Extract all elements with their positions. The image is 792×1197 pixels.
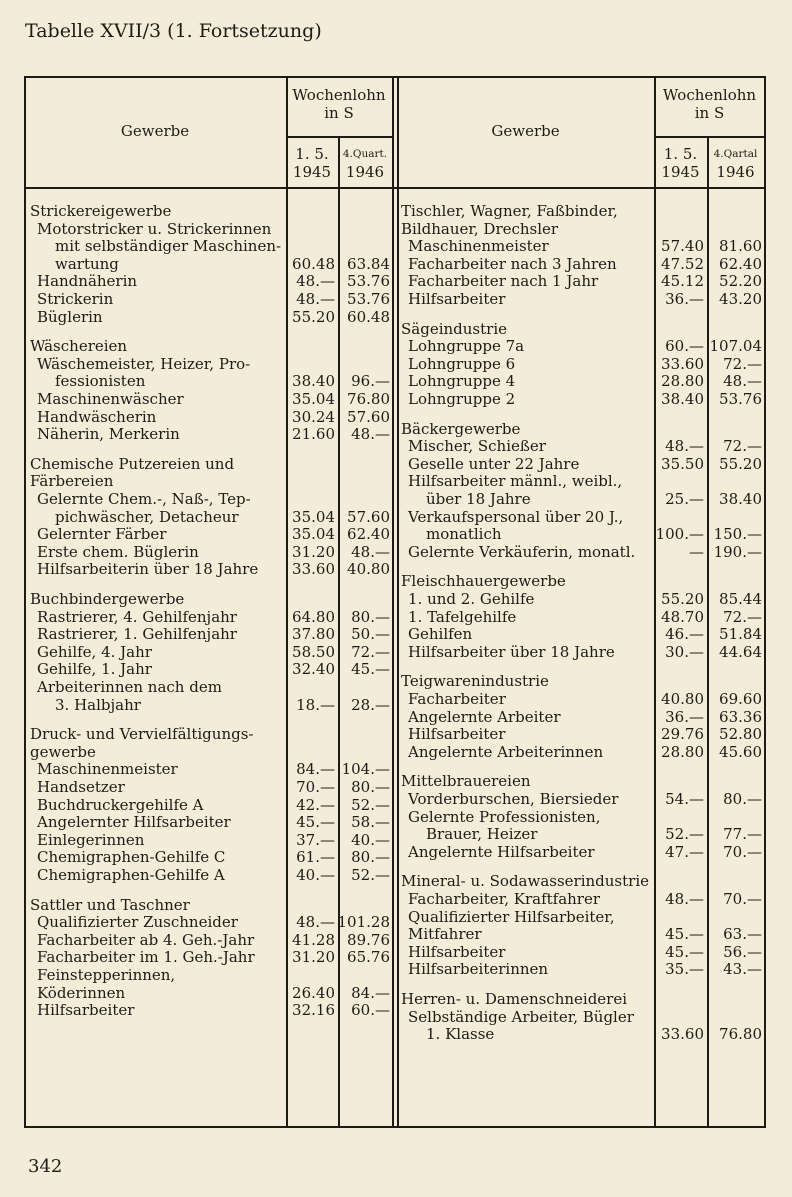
row-label: Gelernte Chem.-, Naß-, Tep-	[37, 490, 251, 508]
value-1945: 31.20	[292, 542, 335, 561]
section-label: gewerbe	[30, 742, 96, 761]
row-label: Köderinnen	[37, 983, 126, 1002]
section-label: Fleischhauergewerbe	[401, 572, 566, 591]
value-1945: 52.—	[665, 825, 704, 844]
section-label: Bildhauer, Drechsler	[401, 219, 559, 238]
row-label: pichwäscher, Detacheur	[55, 507, 239, 526]
row-label: Handnäherin	[37, 272, 138, 291]
value-1945: 35.04	[292, 525, 335, 544]
section-heading	[24, 990, 765, 1008]
row-label: Maschinenwäscher	[37, 390, 184, 408]
row-label: Angelernte Arbeiter	[408, 707, 561, 726]
value-1946: 52.20	[719, 272, 762, 291]
value-1946: 45.60	[719, 742, 762, 761]
value-1946: 107.04	[709, 337, 762, 356]
value-1946: 56.—	[723, 942, 762, 961]
value-1945: 32.16	[292, 1001, 335, 1020]
row-label: Maschinenmeister	[408, 237, 549, 256]
value-1946: 53.76	[719, 390, 762, 408]
section-heading	[24, 220, 765, 238]
value-1945: 33.60	[661, 1025, 704, 1044]
value-1945: 18.—	[296, 695, 335, 714]
value-1945: 54.—	[665, 790, 704, 808]
value-1945: 61.—	[296, 848, 335, 867]
table-row	[24, 960, 765, 978]
row-label: Hilfsarbeiterinnen	[408, 960, 549, 979]
row-label: Hilfsarbeiter	[408, 290, 506, 308]
row-label: 3. Halbjahr	[55, 695, 141, 714]
value-1946: 51.84	[719, 625, 762, 644]
row-label: Handsetzer	[37, 778, 125, 796]
table-row	[24, 708, 765, 726]
value-1946: 62.40	[347, 525, 390, 544]
value-1946: 45.—	[351, 660, 390, 679]
value-1946: 77.—	[723, 825, 762, 844]
value-1946: 57.60	[347, 407, 390, 426]
table-row	[24, 825, 765, 843]
value-1945: 33.60	[292, 560, 335, 579]
table-row	[24, 608, 765, 626]
table-row	[24, 472, 765, 490]
section-label: Tischler, Wagner, Faßbinder,	[401, 202, 618, 220]
row-label: Qualifizierter Zuschneider	[37, 913, 238, 932]
section-heading	[24, 320, 765, 338]
table-row	[24, 337, 765, 355]
row-label: Mitfahrer	[408, 925, 482, 944]
row-label: Hilfsarbeiter	[37, 1001, 135, 1020]
row-label: Hilfsarbeiterin über 18 Jahre	[37, 560, 259, 579]
value-1946: 40.80	[347, 560, 390, 579]
value-1946: 52.80	[719, 725, 762, 744]
value-1946: 80.—	[351, 778, 390, 796]
header-date1-right: 1. 5.	[663, 145, 698, 163]
section-heading	[24, 672, 765, 690]
value-1946: 55.20	[719, 454, 762, 473]
header-in-s-left: in S	[324, 104, 354, 122]
row-label: Hilfsarbeiter über 18 Jahre	[408, 642, 615, 661]
value-1945: 48.—	[296, 290, 335, 308]
value-1946: 53.76	[347, 290, 390, 308]
value-1946: 84.—	[351, 983, 390, 1002]
row-label: Geselle unter 22 Jahre	[408, 454, 580, 473]
table-title: Tabelle XVII/3 (1. Fortsetzung)	[25, 20, 322, 42]
header-gewerbe-right: Gewerbe	[491, 122, 560, 140]
section-label: Wäschereien	[30, 337, 128, 356]
row-label: Gehilfe, 4. Jahr	[37, 642, 152, 661]
value-1946: 81.60	[719, 237, 762, 256]
row-label: 1. Tafelgehilfe	[408, 607, 517, 626]
row-label: 1. und 2. Gehilfe	[408, 590, 535, 608]
value-1945: 26.40	[292, 983, 335, 1002]
value-1946: 60.48	[347, 307, 390, 326]
row-label: mit selbständiger Maschinen-	[55, 237, 282, 256]
table-row	[24, 908, 765, 926]
table-row	[24, 725, 765, 743]
section-label: Sattler und Taschner	[30, 895, 190, 914]
value-1946: 40.—	[351, 830, 390, 849]
value-1946: 63.36	[719, 707, 762, 726]
value-1946: 63.—	[723, 925, 762, 944]
row-label: 1. Klasse	[426, 1025, 495, 1044]
row-label: Hilfsarbeiter	[408, 725, 506, 744]
row-label: Strickerin	[37, 290, 114, 308]
value-1945: 40.—	[296, 866, 335, 884]
row-label: fessionisten	[55, 372, 146, 391]
value-1945: 60.48	[292, 254, 335, 273]
table-row	[24, 508, 765, 526]
row-label: Gelernter Färber	[37, 525, 167, 544]
value-1945: 37.80	[292, 625, 335, 644]
value-1945: 42.—	[296, 795, 335, 814]
row-label: Motorstricker u. Strickerinnen	[37, 219, 272, 238]
row-label: Qualifizierter Hilfsarbeiter,	[408, 907, 615, 926]
value-1945: 36.—	[665, 707, 704, 726]
header-year1-right: 1945	[661, 163, 700, 181]
table-row	[24, 543, 765, 561]
value-1945: 35.04	[292, 390, 335, 408]
value-1945: 35.—	[665, 960, 704, 979]
value-1945: 45.—	[296, 813, 335, 832]
value-1946: 58.—	[351, 813, 390, 832]
row-label: Handwäscherin	[37, 407, 157, 426]
table-row	[24, 390, 765, 408]
value-1946: 80.—	[351, 848, 390, 867]
value-1945: 46.—	[665, 625, 704, 644]
value-1945: 47.—	[665, 842, 704, 861]
value-1946: 57.60	[347, 507, 390, 526]
value-1945: 45.12	[661, 272, 704, 291]
header-wochenlohn-right: Wochenlohn	[662, 86, 757, 104]
value-1945: 48.—	[665, 890, 704, 908]
row-label: Buchdruckergehilfe A	[37, 795, 204, 814]
value-1946: 48.—	[351, 542, 390, 561]
value-1946: 85.44	[719, 590, 762, 608]
value-1945: 48.70	[661, 607, 704, 626]
value-1945: 55.20	[292, 307, 335, 326]
value-1945: 48.—	[296, 913, 335, 932]
row-label: Hilfsarbeiter männl., weibl.,	[408, 472, 623, 491]
value-1945: 60.—	[665, 337, 704, 356]
row-label: über 18 Jahre	[426, 490, 531, 508]
table-row	[24, 272, 765, 290]
table-row	[24, 372, 765, 390]
value-1946: 43.—	[723, 960, 762, 979]
section-label: Teigwarenindustrie	[401, 672, 549, 691]
value-1945: 45.—	[665, 925, 704, 944]
value-1945: 100.—	[655, 525, 704, 544]
table-row	[24, 490, 765, 508]
value-1945: 84.—	[296, 760, 335, 779]
value-1946: 48.—	[351, 425, 390, 444]
value-1945: 29.76	[661, 725, 704, 744]
section-label: Bäckergewerbe	[401, 419, 521, 438]
value-1946: 80.—	[351, 607, 390, 626]
table-row	[24, 290, 765, 308]
table-row	[24, 890, 765, 908]
table-row	[24, 1008, 765, 1026]
table-row	[24, 625, 765, 643]
value-1946: 72.—	[723, 607, 762, 626]
header-in-s-right: in S	[694, 104, 725, 122]
header-date2-left: 4.Quart.	[342, 148, 388, 160]
row-label: Feinstepperinnen,	[37, 966, 176, 984]
table-row	[24, 1025, 765, 1043]
value-1946: 65.76	[347, 948, 390, 967]
value-1946: 150.—	[713, 525, 762, 544]
value-1945: 28.80	[661, 372, 704, 391]
header-sub-rule-right	[654, 136, 765, 138]
table-row	[24, 255, 765, 273]
row-label: Selbständige Arbeiter, Bügler	[408, 1007, 634, 1026]
section-heading	[24, 872, 765, 890]
row-label: Erste chem. Büglerin	[37, 542, 199, 561]
row-label: Gehilfe, 1. Jahr	[37, 660, 152, 679]
table-row	[24, 355, 765, 373]
section-label: Strickereigewerbe	[30, 202, 172, 220]
row-label: Arbeiterinnen nach dem	[37, 678, 222, 696]
value-1946: 70.—	[723, 890, 762, 908]
page-number: 342	[28, 1156, 63, 1177]
section-heading	[24, 572, 765, 590]
row-label: Maschinenmeister	[37, 760, 178, 779]
row-label: wartung	[55, 254, 119, 273]
wage-table	[24, 76, 765, 1128]
value-1946: 62.40	[719, 254, 762, 273]
value-1945: 33.60	[661, 354, 704, 373]
value-1946: 80.—	[723, 790, 762, 808]
value-1946: 89.76	[347, 930, 390, 949]
value-1945: 64.80	[292, 607, 335, 626]
row-label: Lohngruppe 2	[408, 390, 516, 408]
row-label: Mischer, Schießer	[408, 437, 546, 456]
section-heading	[24, 772, 765, 790]
value-1945: 37.—	[296, 830, 335, 849]
value-1945: 36.—	[665, 290, 704, 308]
value-1945: 30.24	[292, 407, 335, 426]
value-1945: 57.40	[661, 237, 704, 256]
value-1945: 58.50	[292, 642, 335, 661]
header-wochenlohn-left: Wochenlohn	[292, 86, 386, 104]
value-1945: 28.80	[661, 742, 704, 761]
row-label: Wäschemeister, Heizer, Pro-	[37, 354, 251, 373]
section-label: Druck- und Vervielfältigungs-	[30, 725, 254, 744]
table-row	[24, 643, 765, 661]
value-1946: 44.64	[719, 642, 762, 661]
section-heading	[24, 202, 765, 220]
value-1946: 104.—	[341, 760, 390, 779]
row-label: Gelernte Verkäuferin, monatl.	[408, 542, 636, 561]
row-label: Chemigraphen-Gehilfe C	[37, 848, 226, 867]
section-label: Chemische Putzereien und	[30, 454, 235, 473]
value-1946: 38.40	[719, 490, 762, 508]
value-1945: 32.40	[292, 660, 335, 679]
value-1945: 30.—	[665, 642, 704, 661]
row-label: Rastrierer, 1. Gehilfenjahr	[37, 625, 237, 644]
value-1945: 70.—	[296, 778, 335, 796]
header-date2-right: 4.Qartal	[713, 148, 758, 160]
section-heading	[24, 420, 765, 438]
table-row	[24, 590, 765, 608]
header-year1-left: 1945	[292, 163, 332, 181]
row-label: Angelernte Hilfsarbeiter	[408, 842, 595, 861]
value-1946: 76.80	[347, 390, 390, 408]
table-row	[24, 790, 765, 808]
value-1946: 72.—	[723, 354, 762, 373]
value-1945: 47.52	[661, 254, 704, 273]
value-1946: 72.—	[723, 437, 762, 456]
value-1946: 52.—	[351, 795, 390, 814]
row-label: Facharbeiter	[408, 690, 506, 708]
row-label: Hilfsarbeiter	[408, 942, 506, 961]
header-gewerbe-left: Gewerbe	[120, 122, 190, 140]
row-label: Vorderburschen, Biersieder	[408, 790, 619, 808]
section-label: Färbereien	[30, 472, 114, 491]
value-1946: 70.—	[723, 842, 762, 861]
table-row	[24, 690, 765, 708]
row-label: monatlich	[426, 525, 502, 544]
value-1946: 190.—	[713, 542, 762, 561]
value-1946: 69.60	[719, 690, 762, 708]
value-1946: 76.80	[719, 1025, 762, 1044]
row-label: Gehilfen	[408, 625, 473, 644]
value-1945: 48.—	[665, 437, 704, 456]
row-label: Facharbeiter nach 3 Jahren	[408, 254, 617, 273]
header-year2-right: 1946	[716, 163, 755, 181]
value-1945: 38.40	[661, 390, 704, 408]
section-label: Mittelbrauereien	[401, 772, 531, 791]
row-label: Rastrierer, 4. Gehilfenjahr	[37, 607, 237, 626]
value-1946: 28.—	[351, 695, 390, 714]
table-row	[24, 808, 765, 826]
row-label: Angelernter Hilfsarbeiter	[37, 813, 231, 832]
value-1945: 38.40	[292, 372, 335, 391]
value-1946: 43.20	[719, 290, 762, 308]
value-1946: 53.76	[347, 272, 390, 291]
row-label: Chemigraphen-Gehilfe A	[37, 866, 225, 884]
value-1945: 21.60	[292, 425, 335, 444]
value-1946: 101.28	[337, 913, 390, 932]
row-label: Büglerin	[37, 307, 103, 326]
table-row	[24, 237, 765, 255]
value-1946: 63.84	[347, 254, 390, 273]
row-label: Gelernte Professionisten,	[408, 807, 601, 826]
row-label: Brauer, Heizer	[426, 825, 538, 844]
row-label: Facharbeiter, Kraftfahrer	[408, 890, 601, 908]
value-1945: 35.50	[661, 454, 704, 473]
value-1946: 60.—	[351, 1001, 390, 1020]
row-label: Einlegerinnen	[37, 830, 145, 849]
value-1945: —	[689, 542, 704, 561]
row-label: Facharbeiter nach 1 Jahr	[408, 272, 599, 291]
row-label: Lohngruppe 6	[408, 354, 516, 373]
value-1946: 50.—	[351, 625, 390, 644]
value-1945: 40.80	[661, 690, 704, 708]
value-1945: 48.—	[296, 272, 335, 291]
section-label: Buchbindergewerbe	[30, 590, 185, 608]
table-row	[24, 525, 765, 543]
value-1946: 96.—	[351, 372, 390, 391]
value-1945: 45.—	[665, 942, 704, 961]
table-row	[24, 843, 765, 861]
value-1946: 72.—	[351, 642, 390, 661]
row-label: Angelernte Arbeiterinnen	[408, 742, 604, 761]
table-row	[24, 943, 765, 961]
row-label: Näherin, Merkerin	[37, 425, 180, 444]
table-row	[24, 925, 765, 943]
value-1945: 31.20	[292, 948, 335, 967]
header-year2-left: 1946	[345, 163, 385, 181]
value-1945: 41.28	[292, 930, 335, 949]
section-label: Sägeindustrie	[401, 319, 507, 338]
row-label: Facharbeiter im 1. Geh.-Jahr	[37, 948, 255, 967]
row-label: Lohngruppe 4	[408, 372, 516, 391]
table-row	[24, 437, 765, 455]
value-1946: 52.—	[351, 866, 390, 884]
row-label: Facharbeiter ab 4. Geh.-Jahr	[37, 930, 255, 949]
header-date1-left: 1. 5.	[295, 145, 329, 163]
row-label: Lohngruppe 7a	[408, 337, 525, 356]
value-1945: 25.—	[665, 490, 704, 508]
section-label: Mineral- u. Sodawasserindustrie	[401, 872, 650, 891]
table-row	[24, 455, 765, 473]
value-1945: 55.20	[661, 590, 704, 608]
row-label: Verkaufspersonal über 20 J.,	[408, 507, 624, 526]
section-label: Herren- u. Damenschneiderei	[401, 990, 628, 1008]
value-1945: 35.04	[292, 507, 335, 526]
table-row	[24, 743, 765, 761]
value-1946: 48.—	[723, 372, 762, 391]
